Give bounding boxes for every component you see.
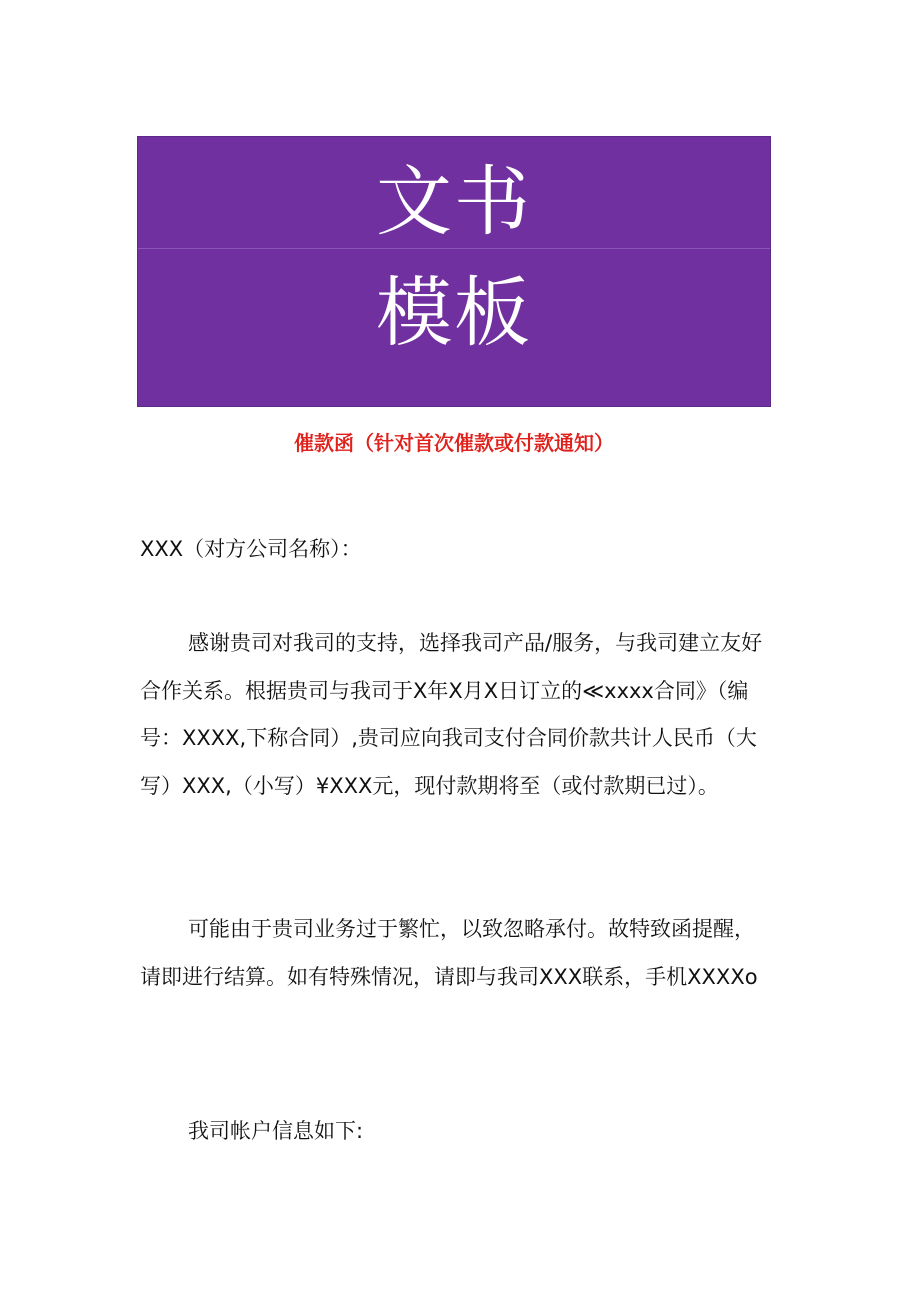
document-title: 催款函（针对首次催款或付款通知） [294, 431, 614, 455]
body-paragraph-1: 感谢贵司对我司的支持，选择我司产品/服务，与我司建立友好合作关系。根据贵司与我司于X年X月X日订立的≪xxxx合同》（编号：XXXX,下称合同）,贵司应向我司支付合同价款共计人民币（大写）XXX,（小写）¥XXX元，现付款期将至（或付款期已过）。 [140, 631, 763, 798]
banner-divider [138, 248, 770, 249]
banner-line-2: 模板 [376, 268, 532, 357]
body-paragraph-3: 我司帐户信息如下: [188, 1119, 364, 1143]
title-banner [137, 136, 771, 407]
body-paragraph-2: 可能由于贵司业务过于繁忙，以致忽略承付。故特致函提醒，请即进行结算。如有特殊情况，请即与我司XXX联系，手机XXXXo [140, 917, 758, 989]
banner-line-1: 文书 [376, 157, 532, 246]
greeting-line: XXX（对方公司名称）： [140, 537, 362, 561]
